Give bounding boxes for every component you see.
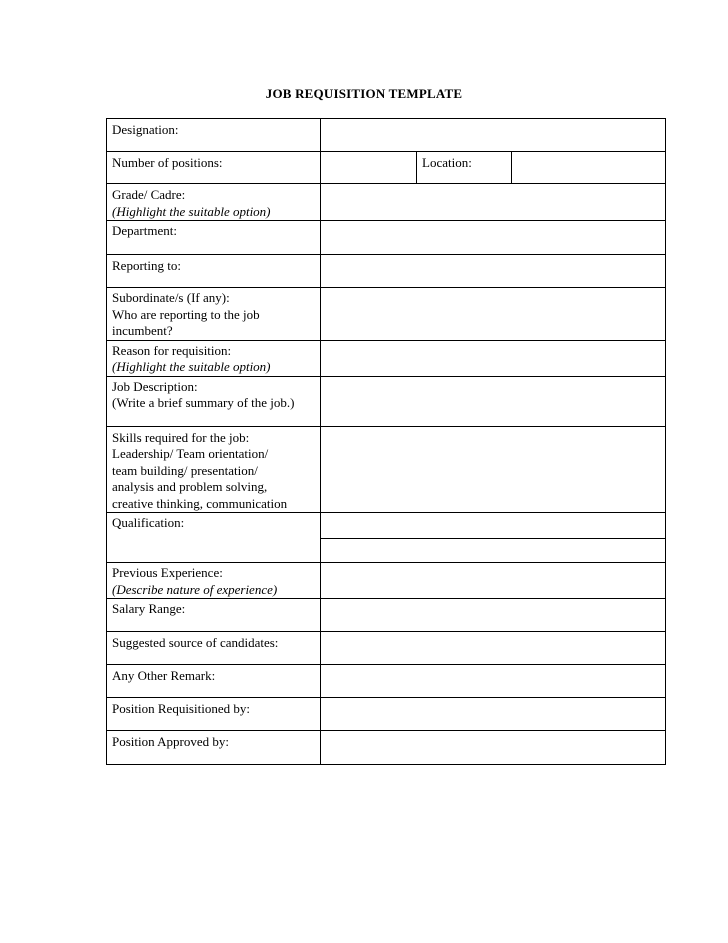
row-grade (107, 184, 666, 221)
row-skills (107, 426, 666, 513)
skills-field[interactable] (321, 426, 666, 513)
salary-range-field[interactable] (321, 599, 666, 632)
approved-by-label (107, 731, 321, 765)
department-label (107, 221, 321, 255)
previous-experience-label (107, 563, 321, 599)
row-designation (107, 119, 666, 152)
row-suggested-source (107, 632, 666, 665)
skills-label-line-1: Skills required for the job: (112, 429, 250, 445)
skills-label-line-4: analysis and problem solving, (112, 479, 268, 494)
grade-label (107, 184, 321, 221)
reporting-to-label-text: Reporting to: (112, 258, 181, 273)
other-remark-label (107, 665, 321, 698)
job-description-label-text: Job Description: (112, 378, 198, 394)
row-subordinates (107, 288, 666, 341)
number-of-positions-label-text: Number of positions: (112, 155, 223, 170)
row-qualification-1 (107, 513, 666, 539)
location-label-text: Location: (422, 155, 472, 170)
requisitioned-by-label-text: Position Requisitioned by: (112, 701, 250, 716)
department-label-text: Department: (112, 223, 177, 238)
number-of-positions-field[interactable] (321, 152, 417, 184)
subordinates-field[interactable] (321, 288, 666, 341)
reason-hint-text: (Highlight the suitable option) (112, 359, 271, 374)
qualification-label (107, 513, 321, 563)
subordinates-label-line-2: Who are reporting to the job (112, 306, 260, 322)
salary-range-label (107, 599, 321, 632)
location-label (417, 152, 512, 184)
skills-label-line-2: Leadership/ Team orientation/ (112, 446, 269, 461)
qualification-label-text: Qualification: (112, 515, 185, 530)
requisitioned-by-label (107, 698, 321, 731)
suggested-source-label (107, 632, 321, 665)
reason-label-text: Reason for requisition: (112, 342, 232, 358)
row-other-remark (107, 665, 666, 698)
requisition-form-table (106, 118, 666, 765)
row-approved-by (107, 731, 666, 765)
designation-field[interactable] (321, 119, 666, 152)
grade-hint-text: (Highlight the suitable option) (112, 203, 271, 219)
subordinates-label-line-1: Subordinate/s (If any): (112, 290, 230, 305)
qualification-field-2[interactable] (321, 539, 666, 563)
suggested-source-label-text: Suggested source of candidates: (112, 635, 279, 650)
number-of-positions-label (107, 152, 321, 184)
grade-label-text: Grade/ Cadre: (112, 187, 186, 202)
department-field[interactable] (321, 221, 666, 255)
reason-label (107, 340, 321, 376)
reporting-to-label (107, 255, 321, 288)
requisitioned-by-field[interactable] (321, 698, 666, 731)
suggested-source-field[interactable] (321, 632, 666, 665)
previous-experience-label-text: Previous Experience: (112, 565, 223, 580)
designation-label-text: Designation: (112, 122, 179, 137)
row-job-description (107, 376, 666, 426)
qualification-field-1[interactable] (321, 513, 666, 539)
approved-by-field[interactable] (321, 731, 666, 765)
reason-field[interactable] (321, 340, 666, 376)
previous-experience-hint-text: (Describe nature of experience) (112, 581, 278, 597)
previous-experience-field[interactable] (321, 563, 666, 599)
designation-label (107, 119, 321, 152)
row-previous-experience (107, 563, 666, 599)
row-salary-range (107, 599, 666, 632)
location-field[interactable] (512, 152, 666, 184)
row-number-of-positions (107, 152, 666, 184)
page-title: JOB REQUISITION TEMPLATE (265, 86, 463, 101)
skills-label-line-3: team building/ presentation/ (112, 462, 258, 478)
other-remark-label-text: Any Other Remark: (112, 668, 216, 683)
approved-by-label-text: Position Approved by: (112, 734, 230, 749)
skills-label-line-5: creative thinking, communication (112, 495, 288, 511)
row-reason (107, 340, 666, 376)
subordinates-label-line-3: incumbent? (112, 323, 173, 338)
other-remark-field[interactable] (321, 665, 666, 698)
grade-field[interactable] (321, 184, 666, 221)
job-description-field[interactable] (321, 376, 666, 426)
reporting-to-field[interactable] (321, 255, 666, 288)
row-requisitioned-by (107, 698, 666, 731)
job-description-label (107, 376, 321, 426)
subordinates-label (107, 288, 321, 341)
skills-label (107, 426, 321, 513)
salary-range-label-text: Salary Range: (112, 601, 186, 616)
job-description-hint-text: (Write a brief summary of the job.) (112, 395, 295, 410)
row-department (107, 221, 666, 255)
row-reporting-to (107, 255, 666, 288)
